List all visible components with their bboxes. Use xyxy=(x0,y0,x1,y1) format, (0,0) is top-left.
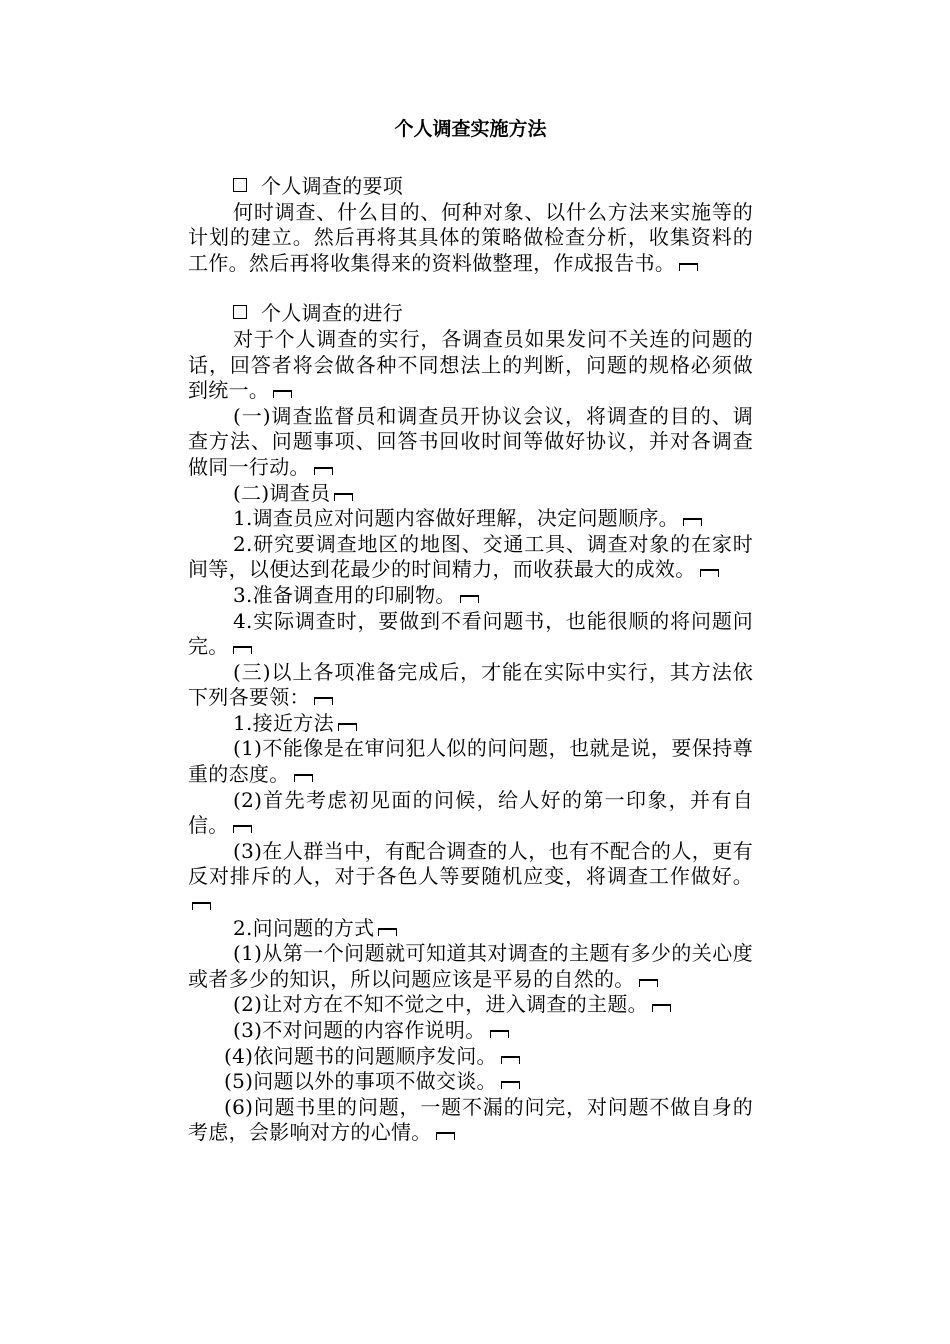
paragraph-mark-icon xyxy=(652,1004,671,1012)
paragraph: 3.准备调查用的印刷物。 xyxy=(188,583,753,609)
paragraph: (3)不对问题的内容作说明。 xyxy=(188,1018,753,1044)
paragraph-mark-icon xyxy=(314,467,333,475)
paragraph: (1)不能像是在审问犯人似的问问题，也就是说，要保持尊重的态度。 xyxy=(188,736,753,787)
paragraph: (4)依问题书的问题顺序发问。 xyxy=(188,1044,753,1070)
paragraph: (3)在人群当中，有配合调查的人，也有不配合的人，更有反对排斥的人，对于各色人等要随机应变，将调查工作做好。 xyxy=(188,839,753,916)
paragraph: (二)调查员 xyxy=(188,481,753,507)
paragraph-mark-icon xyxy=(490,1030,509,1038)
paragraph-mark-icon xyxy=(314,697,333,705)
document-title: 个人调查实施方法 xyxy=(394,118,547,140)
paragraph-mark-icon xyxy=(700,569,719,577)
paragraph: (1)从第一个问题就可知道其对调查的主题有多少的关心度或者多少的知识，所以问题应该是平易的自然的。 xyxy=(188,941,753,991)
paragraph-mark-icon xyxy=(460,595,479,603)
paragraph: (三)以上各项准备完成后，才能在实际中实行，其方法依下列各要领： xyxy=(188,659,753,710)
paragraph-mark-icon xyxy=(273,390,292,398)
paragraph: 2.问问题的方式 xyxy=(188,916,753,942)
paragraph-mark-icon xyxy=(233,646,252,654)
paragraph-mark-icon xyxy=(436,1132,455,1140)
paragraph-mark-icon xyxy=(679,263,698,271)
paragraph-mark-icon xyxy=(501,1056,520,1064)
paragraph: 对于个人调查的实行，各调查员如果发问不关连的问题的话，回答者将会做各种不同想法上的判断，问题的规格必须做到统一。 xyxy=(188,326,753,403)
paragraph: 何时调查、什么目的、何种对象、以什么方法来实施等的计划的建立。然后再将其具体的策略做检查分析，收集资料的工作。然后再将收集得来的资料做整理，作成报告书。 xyxy=(188,199,753,275)
checkbox-square-icon xyxy=(233,178,247,192)
paragraph: (5)问题以外的事项不做交谈。 xyxy=(188,1069,753,1095)
paragraph: (2)首先考虑初见面的问候，给人好的第一印象，并有自信。 xyxy=(188,787,753,838)
paragraph-mark-icon xyxy=(334,493,353,501)
paragraph: 2.研究要调查地区的地图、交通工具、调查对象的在家时间等，以便达到花最少的时间精力，而收获最大的成效。 xyxy=(188,531,753,582)
paragraph-mark-icon xyxy=(378,928,397,936)
paragraph: 1.调查员应对问题内容做好理解，决定问题顺序。 xyxy=(188,506,753,532)
paragraph: (6)问题书里的问题，一题不漏的问完，对问题不做自身的考虑，会影响对方的心情。 xyxy=(188,1094,753,1145)
section-heading: 个人调查的要项 xyxy=(188,174,753,200)
spacer xyxy=(188,276,753,301)
paragraph-mark-icon xyxy=(233,825,252,833)
paragraph: (2)让对方在不知不觉之中，进入调查的主题。 xyxy=(188,992,753,1018)
paragraph-mark-icon xyxy=(683,518,702,526)
paragraph-mark-icon xyxy=(501,1081,520,1089)
paragraph-mark-icon xyxy=(294,774,313,782)
paragraph-mark-icon xyxy=(639,979,658,987)
paragraph-mark-icon xyxy=(338,723,357,731)
paragraph: 1.接近方法 xyxy=(188,711,753,737)
checkbox-square-icon xyxy=(233,305,247,319)
document-page xyxy=(188,112,753,1146)
paragraph-mark-icon xyxy=(192,902,211,910)
paragraph: 4.实际调查时，要做到不看问题书，也能很顺的将问题问完。 xyxy=(188,608,753,659)
paragraph: (一)调查监督员和调查员开协议会议，将调查的目的、调查方法、问题事项、回答书回收时间等做好协议，并对各调查做同一行动。 xyxy=(188,403,753,479)
section-heading: 个人调查的进行 xyxy=(188,301,753,327)
